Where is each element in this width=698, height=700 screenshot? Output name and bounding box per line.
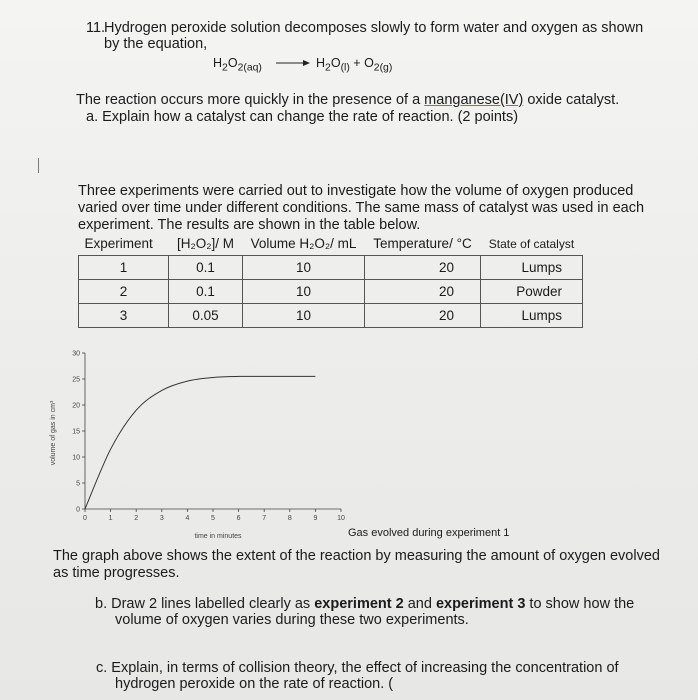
- cell-experiment: 2: [79, 280, 169, 304]
- x-tick-label: 3: [159, 515, 164, 522]
- experiments-intro-2: varied over time under different conditions. The same mass of catalyst was used in each: [78, 200, 645, 216]
- cell-volume: 10: [243, 280, 365, 304]
- cell-temperature: 20: [365, 304, 481, 328]
- x-tick-label: 8: [287, 515, 292, 522]
- question-line-1: Hydrogen peroxide solution decomposes slowly to form water and oxygen as shown: [104, 20, 644, 36]
- graph-description-2: as time progresses.: [53, 565, 180, 581]
- question-line-2: by the equation,: [104, 36, 208, 52]
- table-header-row: [79, 232, 583, 256]
- header-concentration: [H₂O₂]/ M: [169, 232, 243, 256]
- y-axis-label: volume of gas in cm³: [50, 400, 57, 466]
- part-c-prompt-2: hydrogen peroxide on the rate of reaction. (: [115, 676, 394, 692]
- y-tick-label: 20: [72, 402, 80, 410]
- y-tick-label: 25: [72, 376, 80, 384]
- table-row: [79, 304, 583, 328]
- y-tick-label: 30: [72, 350, 80, 358]
- cell-catalyst: Lumps: [481, 304, 583, 328]
- series-line-experiment-1: [85, 376, 315, 509]
- part-b-prompt-1: b. Draw 2 lines labelled clearly as experiment 2 and experiment 3 to show how the: [95, 596, 635, 612]
- graph-description-1: The graph above shows the extent of the reaction by measuring the amount of oxygen evolved: [53, 548, 660, 564]
- x-axis-ticks: [83, 509, 345, 522]
- x-tick-label: 5: [211, 515, 215, 522]
- cell-experiment: 1: [79, 256, 169, 280]
- cell-concentration: 0.05: [169, 304, 243, 328]
- x-tick-label: 7: [262, 515, 267, 522]
- header-volume: Volume H₂O₂/ mL: [243, 232, 365, 256]
- y-tick-label: 0: [76, 506, 80, 514]
- equation-reactant: $H_2O_{2(aq)}$: [213, 56, 262, 74]
- x-tick-label: 4: [185, 515, 190, 522]
- x-axis-label: time in minutes: [194, 533, 242, 540]
- table-row: [79, 280, 583, 304]
- text-cursor: [38, 158, 39, 173]
- part-a-prompt: a. Explain how a catalyst can change the rate of reaction. (2 points): [86, 109, 519, 125]
- question-number: 11.: [86, 20, 106, 36]
- cell-concentration: 0.1: [169, 280, 243, 304]
- y-tick-label: 15: [72, 428, 80, 436]
- x-tick-label: 1: [108, 515, 113, 522]
- cell-volume: 10: [243, 256, 365, 280]
- x-tick-label: 9: [313, 515, 318, 522]
- x-tick-label: 6: [236, 515, 241, 522]
- header-catalyst-state: State of catalyst: [481, 232, 583, 256]
- part-b-prompt-2: volume of oxygen varies during these two experiments.: [115, 612, 469, 628]
- x-tick-label: 2: [134, 515, 139, 522]
- cell-concentration: 0.1: [169, 256, 243, 280]
- chart-caption: Gas evolved during experiment 1: [348, 527, 510, 539]
- table-row: [79, 256, 583, 280]
- cell-volume: 10: [243, 304, 365, 328]
- x-tick-label: 10: [337, 515, 345, 522]
- experiments-intro-1: Three experiments were carried out to investigate how the volume of oxygen produced: [78, 183, 634, 199]
- cell-temperature: 20: [365, 256, 481, 280]
- oxygen-volume-chart: [40, 345, 360, 545]
- y-tick-label: 10: [72, 454, 80, 462]
- header-experiment: Experiment: [79, 232, 169, 256]
- reaction-arrow: [276, 58, 310, 68]
- cell-catalyst: Lumps: [481, 256, 583, 280]
- chart-series: [85, 376, 315, 509]
- header-temperature: Temperature/ °C: [365, 232, 481, 256]
- cell-temperature: 20: [365, 280, 481, 304]
- x-tick-label: 0: [83, 515, 87, 522]
- equation-products: $H_2O_{(l)} + O_{2(g)}$: [316, 56, 393, 74]
- catalyst-sentence: The reaction occurs more quickly in the presence of a manganese(IV) oxide catalyst.: [76, 92, 620, 108]
- experiments-intro-3: experiment. The results are shown in the table below.: [78, 217, 421, 233]
- cell-catalyst: Powder: [481, 280, 583, 304]
- results-table: [78, 232, 583, 328]
- y-tick-label: 5: [76, 480, 80, 488]
- cell-experiment: 3: [79, 304, 169, 328]
- y-axis-ticks: [72, 351, 85, 514]
- part-c-prompt-1: c. Explain, in terms of collision theory, the effect of increasing the concentration of: [96, 660, 619, 676]
